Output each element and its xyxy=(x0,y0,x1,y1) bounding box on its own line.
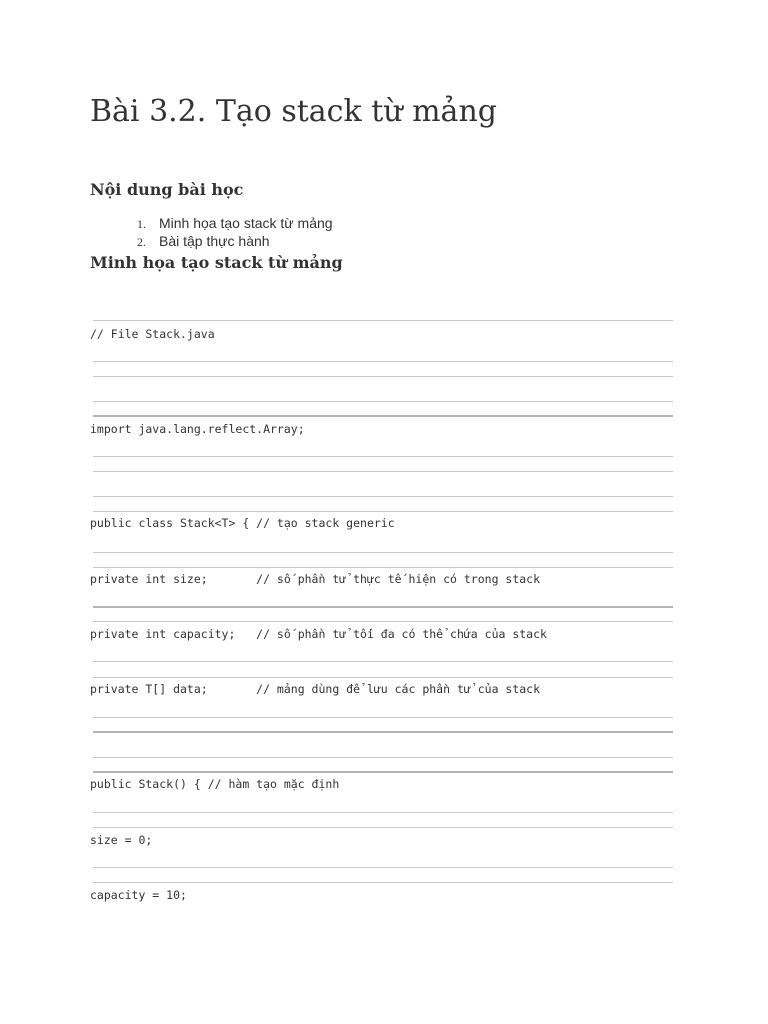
divider-rule xyxy=(93,376,673,377)
divider-rule xyxy=(93,320,673,321)
code-line-class-declaration: public class Stack<T> { // tạo stack generic xyxy=(90,516,395,530)
code-line-size-init: size = 0; xyxy=(90,833,153,847)
divider-rule xyxy=(93,415,673,417)
divider-rule xyxy=(93,882,673,883)
code-line-data-field: private T[] data; // mảng dùng để lưu các phần tử của stack xyxy=(90,682,541,696)
toc-item-number: 1. xyxy=(137,217,146,231)
code-line-capacity-field: private int capacity; // số phần tử tối đa có thể chứa của stack xyxy=(90,627,547,641)
divider-rule xyxy=(93,771,673,773)
divider-rule xyxy=(93,552,673,553)
divider-rule xyxy=(93,661,673,662)
divider-rule xyxy=(93,496,673,497)
divider-rule xyxy=(93,401,673,402)
code-line-import: import java.lang.reflect.Array; xyxy=(90,422,305,436)
toc-item-number: 2. xyxy=(137,235,146,249)
divider-rule xyxy=(93,731,673,733)
section-heading-demo: Minh họa tạo stack từ mảng xyxy=(90,253,343,272)
divider-rule xyxy=(93,827,673,828)
page-title: Bài 3.2. Tạo stack từ mảng xyxy=(90,94,497,129)
divider-rule xyxy=(93,606,673,608)
code-line-constructor: public Stack() { // hàm tạo mặc định xyxy=(90,777,340,791)
divider-rule xyxy=(93,867,673,868)
divider-rule xyxy=(93,812,673,813)
divider-rule xyxy=(93,456,673,457)
code-line-size-field: private int size; // số phần tử thực tế hiện có trong stack xyxy=(90,572,541,586)
toc-item-label: Bài tập thực hành xyxy=(159,233,270,249)
code-line-file-comment: // File Stack.java xyxy=(90,327,215,341)
toc-item xyxy=(137,214,333,232)
section-heading-lesson-content: Nội dung bài học xyxy=(90,180,244,199)
code-line-capacity-init: capacity = 10; xyxy=(90,888,187,902)
divider-rule xyxy=(93,677,673,678)
divider-rule xyxy=(93,471,673,472)
divider-rule xyxy=(93,757,673,758)
divider-rule xyxy=(93,717,673,718)
toc-item-label: Minh họa tạo stack từ mảng xyxy=(159,215,333,231)
divider-rule xyxy=(93,361,673,362)
divider-rule xyxy=(93,621,673,622)
toc-item xyxy=(137,232,333,250)
table-of-contents xyxy=(137,214,333,250)
divider-rule xyxy=(93,511,673,512)
divider-rule xyxy=(93,567,673,568)
